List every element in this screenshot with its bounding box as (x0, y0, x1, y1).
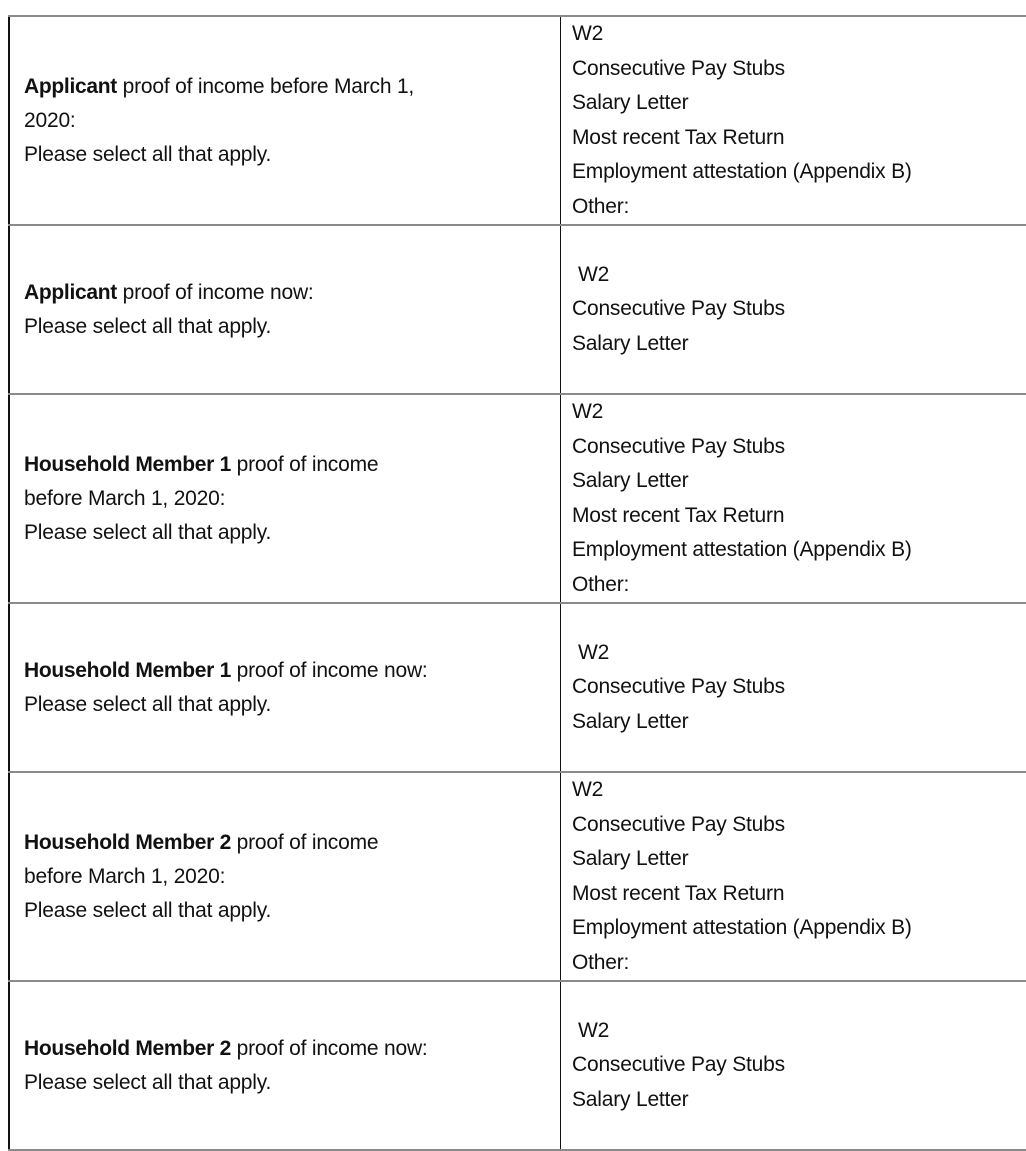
option-label[interactable]: Consecutive Pay Stubs (572, 297, 785, 320)
question-label (24, 448, 560, 550)
option-w2[interactable] (572, 773, 1026, 808)
option-consecutive-pay-stubs[interactable] (572, 52, 1026, 87)
option-label[interactable]: Salary Letter (572, 332, 688, 355)
option-label[interactable]: Salary Letter (572, 710, 688, 733)
subject-name: Applicant (24, 281, 117, 304)
option-most-recent-tax-return[interactable] (572, 121, 1026, 156)
option-label[interactable]: Other: (572, 195, 629, 218)
question-text: proof of income (231, 453, 378, 476)
option-label[interactable]: Most recent Tax Return (572, 504, 784, 527)
instruction-text: Please select all that apply. (24, 1071, 271, 1094)
option-employment-attestation-appendix-b[interactable] (572, 155, 1026, 190)
option-salary-letter[interactable] (572, 327, 1026, 362)
option-label[interactable]: W2 (572, 22, 603, 45)
option-label[interactable]: W2 (572, 778, 603, 801)
question-text: proof of income before March 1, (117, 75, 414, 98)
option-w2[interactable] (572, 1014, 1026, 1049)
option-label[interactable]: W2 (578, 263, 609, 286)
option-label[interactable]: Employment attestation (Appendix B) (572, 538, 912, 561)
question-label-cell (9, 603, 561, 772)
question-label (24, 276, 560, 344)
question-label (24, 1032, 560, 1100)
option-employment-attestation-appendix-b[interactable] (572, 911, 1026, 946)
option-w2[interactable] (572, 258, 1026, 293)
table-row (9, 394, 1026, 603)
option-w2[interactable] (572, 395, 1026, 430)
option-w2[interactable] (572, 636, 1026, 671)
option-consecutive-pay-stubs[interactable] (572, 1048, 1026, 1083)
option-label[interactable]: Salary Letter (572, 847, 688, 870)
option-salary-letter[interactable] (572, 1083, 1026, 1118)
option-salary-letter[interactable] (572, 705, 1026, 740)
instruction-text: Please select all that apply. (24, 899, 271, 922)
instruction-text: Please select all that apply. (24, 693, 271, 716)
question-label (24, 654, 560, 722)
table-row (9, 225, 1026, 394)
option-label[interactable]: Consecutive Pay Stubs (572, 813, 785, 836)
option-salary-letter[interactable] (572, 86, 1026, 121)
table-row (9, 981, 1026, 1150)
option-employment-attestation-appendix-b[interactable] (572, 533, 1026, 568)
table-row (9, 772, 1026, 981)
option-w2[interactable] (572, 17, 1026, 52)
option-other[interactable] (572, 568, 1026, 603)
question-label-cell (9, 225, 561, 394)
instruction-text: Please select all that apply. (24, 521, 271, 544)
option-label[interactable]: Consecutive Pay Stubs (572, 435, 785, 458)
option-other[interactable] (572, 190, 1026, 225)
options-cell (561, 603, 1026, 772)
options-cell (561, 394, 1026, 603)
option-label[interactable]: W2 (578, 641, 609, 664)
option-label[interactable]: Employment attestation (Appendix B) (572, 916, 912, 939)
option-label[interactable]: Consecutive Pay Stubs (572, 675, 785, 698)
question-label-cell (9, 16, 561, 225)
option-label[interactable]: Salary Letter (572, 1088, 688, 1111)
table-row (9, 16, 1026, 225)
question-text-continued: 2020: (24, 109, 76, 132)
subject-name: Household Member 1 (24, 453, 231, 476)
option-consecutive-pay-stubs[interactable] (572, 430, 1026, 465)
option-label[interactable]: Consecutive Pay Stubs (572, 57, 785, 80)
question-label-cell (9, 981, 561, 1150)
subject-name: Household Member 1 (24, 659, 231, 682)
question-text-continued: before March 1, 2020: (24, 865, 225, 888)
subject-name: Household Member 2 (24, 831, 231, 854)
option-label[interactable]: Consecutive Pay Stubs (572, 1053, 785, 1076)
option-other[interactable] (572, 946, 1026, 981)
option-label[interactable]: Salary Letter (572, 469, 688, 492)
options-cell (561, 225, 1026, 394)
question-label-cell (9, 772, 561, 981)
option-label[interactable]: Other: (572, 573, 629, 596)
option-label[interactable]: Salary Letter (572, 91, 688, 114)
option-label[interactable]: W2 (572, 400, 603, 423)
question-text: proof of income (231, 831, 378, 854)
options-cell (561, 981, 1026, 1150)
instruction-text: Please select all that apply. (24, 143, 271, 166)
question-text: proof of income now: (117, 281, 314, 304)
option-label[interactable]: Employment attestation (Appendix B) (572, 160, 912, 183)
question-label (24, 70, 560, 172)
option-salary-letter[interactable] (572, 842, 1026, 877)
option-most-recent-tax-return[interactable] (572, 877, 1026, 912)
proof-of-income-table (8, 15, 1026, 1151)
question-label (24, 826, 560, 928)
option-label[interactable]: Most recent Tax Return (572, 126, 784, 149)
subject-name: Applicant (24, 75, 117, 98)
question-text: proof of income now: (231, 659, 428, 682)
question-text: proof of income now: (231, 1037, 428, 1060)
table-row (9, 603, 1026, 772)
instruction-text: Please select all that apply. (24, 315, 271, 338)
options-cell (561, 16, 1026, 225)
option-label[interactable]: Most recent Tax Return (572, 882, 784, 905)
option-salary-letter[interactable] (572, 464, 1026, 499)
option-consecutive-pay-stubs[interactable] (572, 808, 1026, 843)
option-consecutive-pay-stubs[interactable] (572, 292, 1026, 327)
option-most-recent-tax-return[interactable] (572, 499, 1026, 534)
options-cell (561, 772, 1026, 981)
subject-name: Household Member 2 (24, 1037, 231, 1060)
option-label[interactable]: Other: (572, 951, 629, 974)
question-label-cell (9, 394, 561, 603)
question-text-continued: before March 1, 2020: (24, 487, 225, 510)
option-consecutive-pay-stubs[interactable] (572, 670, 1026, 705)
option-label[interactable]: W2 (578, 1019, 609, 1042)
